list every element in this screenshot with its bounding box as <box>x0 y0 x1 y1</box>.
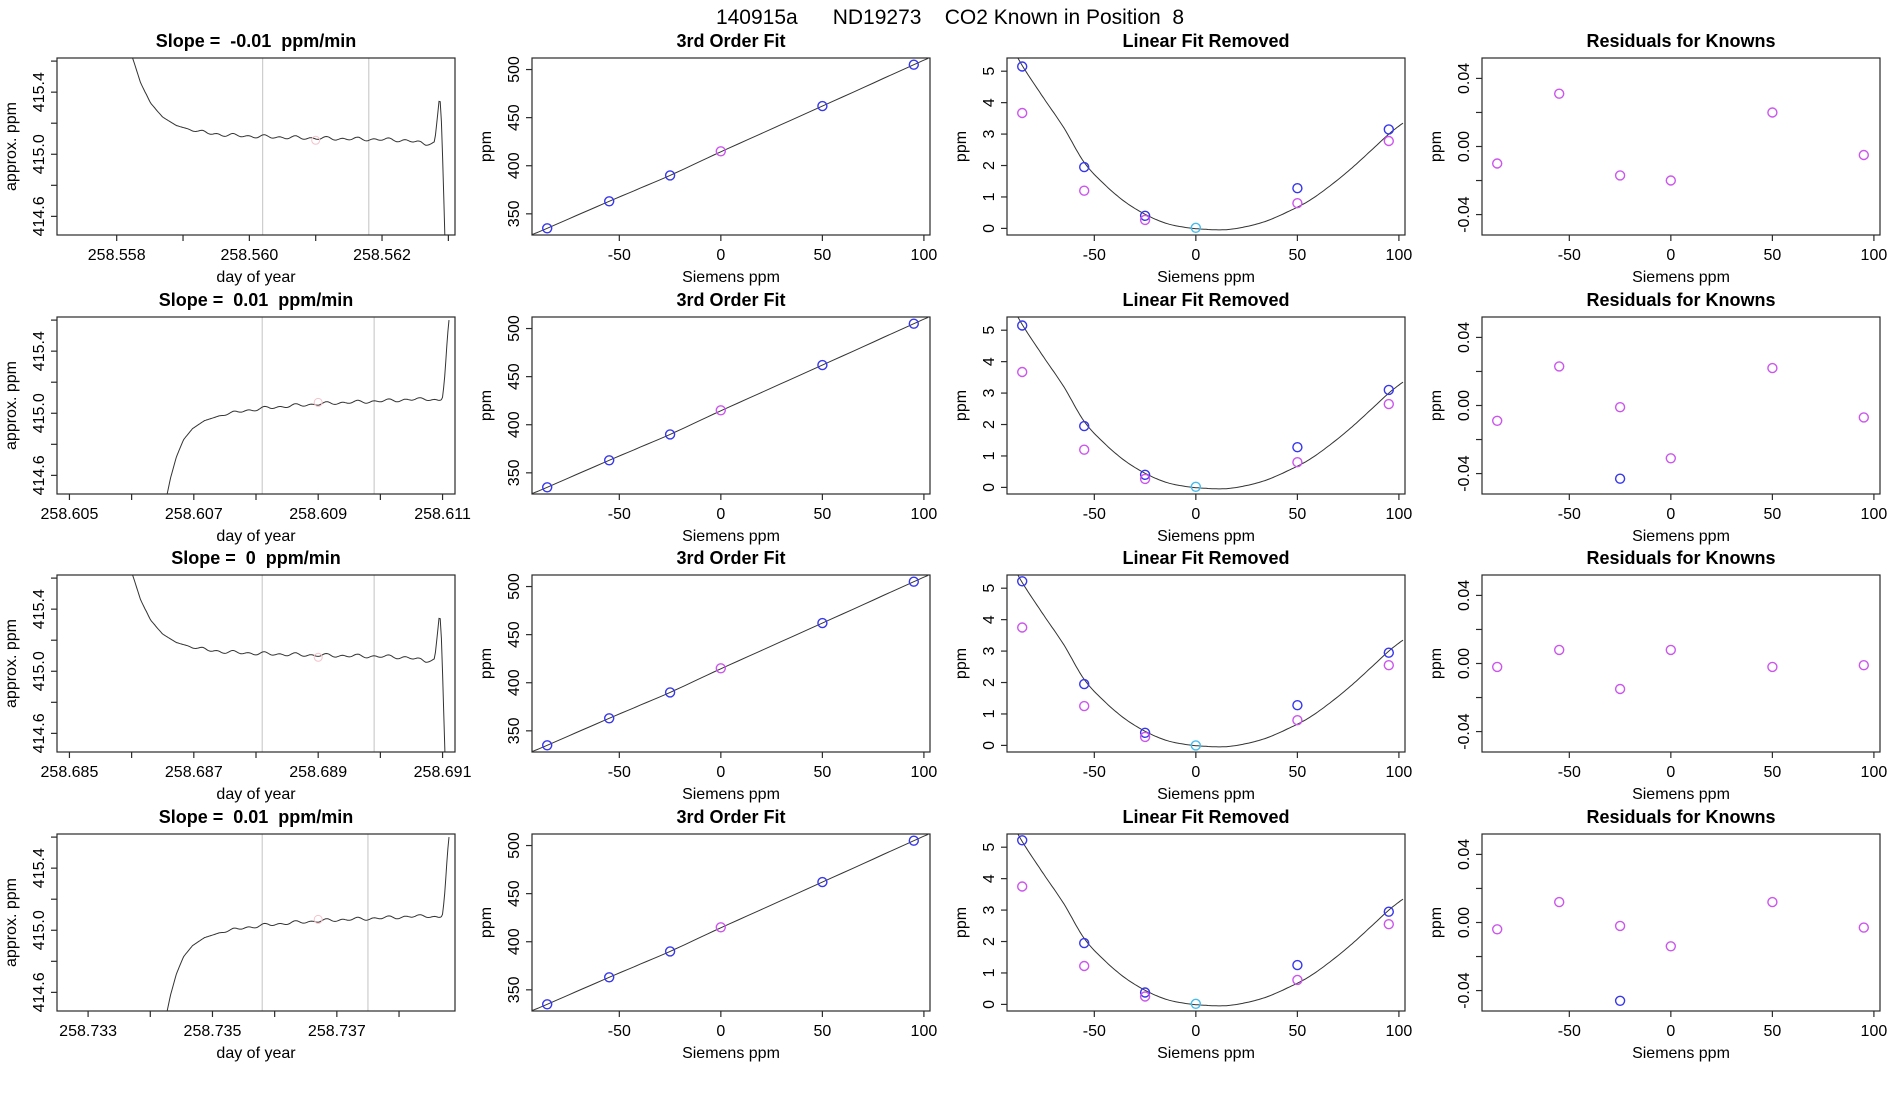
plot-fit-r1 <box>475 30 950 289</box>
plot-slope-r4 <box>0 806 475 1065</box>
data-point-magenta <box>1018 623 1027 632</box>
plot-slope-r2 <box>0 289 475 548</box>
x-tick-label: -50 <box>607 247 631 264</box>
data-point-magenta <box>1616 921 1625 930</box>
data-point-blue <box>1018 62 1027 71</box>
plot-title: Linear Fit Removed <box>1122 289 1290 310</box>
series-curve <box>165 320 449 503</box>
y-tick-label: 350 <box>506 976 523 1003</box>
y-tick-label: 3 <box>981 129 998 139</box>
x-tick-label: 0 <box>1666 1022 1676 1040</box>
y-axis-label: ppm <box>953 906 970 938</box>
x-tick-label: -50 <box>1557 247 1581 264</box>
x-tick-label: 0 <box>716 1022 726 1040</box>
y-tick-label: 3 <box>981 646 998 656</box>
y-axis-label: ppm <box>1428 906 1445 938</box>
y-tick-label: 450 <box>506 104 523 131</box>
x-tick-label: -50 <box>1082 247 1106 264</box>
x-tick-label: 258.611 <box>414 505 471 523</box>
y-tick-label: 1 <box>981 192 998 202</box>
data-point-cyan <box>1191 223 1200 232</box>
y-tick-label: 414.6 <box>31 196 48 237</box>
x-tick-label: 0 <box>1191 505 1201 523</box>
y-tick-label: 5 <box>981 325 998 335</box>
y-axis-label: ppm <box>478 389 495 421</box>
plot-title: Slope = 0.01 ppm/min <box>158 289 354 310</box>
plot-area <box>131 569 446 758</box>
y-tick-label: 0.00 <box>1456 906 1473 938</box>
plot-resid-r2 <box>1425 289 1900 548</box>
y-tick-label: 0.04 <box>1456 321 1473 353</box>
data-point-cyan <box>1191 482 1200 491</box>
y-tick-label: 350 <box>506 459 523 486</box>
data-point-magenta <box>1493 159 1502 168</box>
data-point-magenta <box>1384 137 1393 146</box>
data-point-magenta <box>1768 663 1777 672</box>
x-axis-label: Siemens ppm <box>1157 1044 1255 1062</box>
y-tick-label: 415.0 <box>31 651 48 692</box>
data-point-magenta <box>1080 186 1089 195</box>
y-tick-label: 2 <box>981 936 998 946</box>
y-tick-label: 350 <box>506 717 523 745</box>
plot-title: Slope = 0 ppm/min <box>171 548 341 569</box>
data-point-blue <box>1293 442 1302 451</box>
plot-title: Linear Fit Removed <box>1122 548 1290 569</box>
y-tick-label: 0 <box>981 999 998 1009</box>
x-tick-label: 258.609 <box>289 505 348 523</box>
y-axis-label: ppm <box>478 906 495 938</box>
data-point-magenta <box>1384 919 1393 928</box>
plot-title: 3rd Order Fit <box>676 289 786 310</box>
x-tick-label: 0 <box>1666 505 1676 523</box>
y-axis-label: approx. ppm <box>3 360 20 450</box>
x-tick-label: 0 <box>716 505 726 523</box>
x-tick-label: 50 <box>1763 764 1782 782</box>
plot-box <box>1007 317 1405 494</box>
y-axis-label: ppm <box>1428 130 1445 163</box>
data-point-magenta <box>1859 151 1868 160</box>
y-tick-label: 414.6 <box>31 972 48 1013</box>
series-curve <box>1007 38 1403 230</box>
x-axis-label: day of year <box>216 269 296 286</box>
data-point-blue <box>1018 836 1027 845</box>
plot-title: Slope = -0.01 ppm/min <box>155 31 357 51</box>
data-point-magenta <box>1859 412 1868 421</box>
plot-area <box>532 834 928 1010</box>
y-tick-label: 5 <box>981 66 998 76</box>
data-point-magenta <box>1666 646 1675 655</box>
data-point-magenta <box>1666 942 1675 951</box>
x-tick-label: 100 <box>910 505 938 523</box>
plot-linfit-r4 <box>950 806 1425 1065</box>
y-tick-label: 5 <box>981 842 998 852</box>
series-curve <box>131 569 446 758</box>
series-curve <box>532 59 928 235</box>
plot-box <box>57 317 455 494</box>
plot-linfit-r2 <box>950 289 1425 548</box>
data-point-magenta <box>1768 363 1777 372</box>
y-tick-label: 0 <box>981 741 998 751</box>
data-point-magenta <box>1859 661 1868 670</box>
data-point-magenta <box>1859 923 1868 932</box>
plot-area <box>165 834 449 1020</box>
y-tick-label: 415.4 <box>31 847 49 888</box>
x-tick-label: 100 <box>1860 1022 1888 1040</box>
y-tick-label: 2 <box>981 419 998 429</box>
plot-fit-r2 <box>475 289 950 548</box>
y-tick-label: 4 <box>981 356 998 366</box>
data-point-magenta <box>1616 402 1625 411</box>
plot-box <box>57 834 455 1011</box>
x-tick-label: 100 <box>1385 764 1413 782</box>
y-tick-label: 414.6 <box>31 713 48 754</box>
plot-box <box>1482 834 1880 1011</box>
y-tick-label: 1 <box>981 968 998 978</box>
y-tick-label: 0.00 <box>1456 648 1473 680</box>
data-point-magenta <box>1080 702 1089 711</box>
plot-title: Residuals for Knowns <box>1586 806 1776 827</box>
y-tick-label: 450 <box>506 362 523 390</box>
plot-box <box>57 575 455 752</box>
plot-title: 3rd Order Fit <box>676 806 786 827</box>
plot-box <box>57 58 455 235</box>
plot-box <box>1482 317 1880 494</box>
series-curve <box>131 52 445 241</box>
plot-title: Linear Fit Removed <box>1122 31 1290 51</box>
y-tick-label: 4 <box>981 615 998 625</box>
x-tick-label: 0 <box>716 247 726 264</box>
data-point-blue <box>1018 577 1027 586</box>
y-tick-label: 500 <box>506 831 523 859</box>
series-curve <box>1007 814 1403 1006</box>
data-point-blue <box>1293 701 1302 710</box>
y-tick-label: 2 <box>981 161 998 170</box>
plot-area <box>532 59 928 235</box>
x-axis-label: day of year <box>216 786 296 804</box>
x-tick-label: -50 <box>1082 764 1106 782</box>
y-tick-label: 1 <box>981 709 998 719</box>
data-point-magenta <box>1555 646 1564 655</box>
y-axis-label: ppm <box>953 648 970 680</box>
plot-title: Residuals for Knowns <box>1586 31 1776 51</box>
plot-box <box>1482 575 1880 752</box>
series-curve <box>532 576 928 752</box>
y-tick-label: -0.04 <box>1456 196 1473 233</box>
y-axis-label: ppm <box>478 130 495 163</box>
data-point-blue <box>1616 474 1625 483</box>
x-tick-label: 50 <box>1288 1022 1307 1040</box>
x-axis-label: Siemens ppm <box>682 527 780 545</box>
x-tick-label: 258.560 <box>220 247 279 264</box>
series-curve <box>532 317 928 493</box>
x-tick-label: 100 <box>1860 247 1888 264</box>
y-tick-label: 500 <box>506 573 523 601</box>
x-tick-label: 258.735 <box>183 1022 242 1040</box>
y-tick-label: 415.4 <box>31 589 49 630</box>
x-tick-label: -50 <box>607 1022 631 1040</box>
data-point-magenta <box>1666 176 1675 185</box>
plot-area <box>131 52 445 241</box>
x-axis-label: Siemens ppm <box>682 1044 780 1062</box>
plot-slope-r1 <box>0 30 475 289</box>
data-point-cyan <box>1191 999 1200 1008</box>
plot-box <box>1007 575 1405 752</box>
x-tick-label: 50 <box>1288 764 1307 782</box>
x-tick-label: 0 <box>1191 247 1201 264</box>
plot-area <box>165 317 449 503</box>
y-axis-label: ppm <box>1428 389 1445 421</box>
x-tick-label: 50 <box>1763 247 1782 264</box>
y-tick-label: 415.0 <box>31 134 48 175</box>
y-tick-label: 0.00 <box>1456 389 1473 421</box>
plot-box <box>1007 58 1405 235</box>
y-axis-label: approx. ppm <box>3 877 20 967</box>
data-point-blue <box>1616 996 1625 1005</box>
x-tick-label: 258.607 <box>164 505 223 523</box>
plot-fit-r4 <box>475 806 950 1065</box>
x-tick-label: 100 <box>1385 247 1413 264</box>
data-point-pink <box>312 136 320 144</box>
y-tick-label: 415.0 <box>31 392 48 433</box>
y-tick-label: 350 <box>506 200 523 228</box>
y-tick-label: 0 <box>981 223 998 233</box>
data-point-magenta <box>1616 171 1625 180</box>
x-tick-label: -50 <box>607 505 631 523</box>
data-point-blue <box>1293 960 1302 969</box>
plot-box <box>1482 58 1880 235</box>
data-point-magenta <box>1384 399 1393 408</box>
x-tick-label: -50 <box>1082 1022 1106 1040</box>
x-tick-label: 258.689 <box>289 764 348 782</box>
figure-title: 140915a ND19273 CO2 Known in Position 8 <box>715 6 1185 29</box>
plot-box <box>1007 834 1405 1011</box>
plot-fit-r3 <box>475 547 950 806</box>
x-axis-label: Siemens ppm <box>1632 1044 1730 1062</box>
y-tick-label: 500 <box>506 56 523 83</box>
data-point-blue <box>1384 907 1393 916</box>
plot-title: 3rd Order Fit <box>676 31 786 51</box>
plot-title: Slope = 0.01 ppm/min <box>158 806 354 827</box>
y-tick-label: 0.04 <box>1456 62 1473 94</box>
x-axis-label: Siemens ppm <box>1632 786 1730 804</box>
x-axis-label: Siemens ppm <box>682 269 780 286</box>
data-point-magenta <box>1555 89 1564 98</box>
series-curve <box>532 834 928 1010</box>
y-tick-label: 415.0 <box>31 910 48 951</box>
y-tick-label: 4 <box>981 873 998 883</box>
x-axis-label: Siemens ppm <box>1157 269 1255 286</box>
y-tick-label: 3 <box>981 388 998 398</box>
data-point-magenta <box>1555 897 1564 906</box>
x-tick-label: 100 <box>1860 505 1888 523</box>
x-tick-label: 50 <box>1763 1022 1782 1040</box>
data-point-magenta <box>1493 663 1502 672</box>
x-tick-label: 0 <box>1666 247 1676 264</box>
x-tick-label: 258.558 <box>87 247 146 264</box>
y-tick-label: 4 <box>981 98 998 108</box>
y-tick-label: 500 <box>506 314 523 342</box>
data-point-magenta <box>1018 367 1027 376</box>
data-point-magenta <box>1493 925 1502 934</box>
x-axis-label: Siemens ppm <box>1632 527 1730 545</box>
plot-resid-r3 <box>1425 547 1900 806</box>
data-point-magenta <box>1555 361 1564 370</box>
data-point-blue <box>1384 125 1393 134</box>
y-tick-label: 414.6 <box>31 454 48 495</box>
x-axis-label: Siemens ppm <box>1157 527 1255 545</box>
x-tick-label: 50 <box>1288 247 1307 264</box>
y-axis-label: ppm <box>953 389 970 421</box>
y-axis-label: approx. ppm <box>3 619 20 709</box>
y-tick-label: 400 <box>506 152 523 180</box>
x-tick-label: -50 <box>1082 505 1106 523</box>
x-tick-label: 258.685 <box>40 764 99 782</box>
y-axis-label: ppm <box>953 130 970 163</box>
plot-area <box>1007 38 1403 230</box>
y-tick-label: 5 <box>981 583 998 593</box>
plot-area <box>1007 555 1403 747</box>
x-axis-label: Siemens ppm <box>682 786 780 804</box>
y-tick-label: 3 <box>981 905 998 915</box>
x-tick-label: 50 <box>1288 505 1307 523</box>
x-tick-label: 258.733 <box>59 1022 118 1040</box>
plot-area <box>532 576 928 752</box>
y-tick-label: -0.04 <box>1456 713 1473 750</box>
data-point-magenta <box>1080 961 1089 970</box>
data-point-blue <box>1384 648 1393 657</box>
x-tick-label: 100 <box>1385 505 1413 523</box>
plot-resid-r4 <box>1425 806 1900 1065</box>
x-tick-label: 100 <box>1385 1022 1413 1040</box>
data-point-magenta <box>1768 108 1777 117</box>
x-tick-label: 50 <box>813 247 832 264</box>
x-tick-label: -50 <box>607 764 631 782</box>
x-tick-label: 50 <box>813 764 832 782</box>
plot-title: Residuals for Knowns <box>1586 548 1776 569</box>
x-tick-label: 0 <box>1666 764 1676 782</box>
y-tick-label: 450 <box>506 621 523 649</box>
x-tick-label: 258.737 <box>307 1022 366 1040</box>
data-point-magenta <box>1293 199 1302 208</box>
y-tick-label: 400 <box>506 928 523 955</box>
data-point-magenta <box>1293 457 1302 466</box>
y-tick-label: 400 <box>506 669 523 697</box>
x-tick-label: 0 <box>1191 764 1201 782</box>
x-axis-label: Siemens ppm <box>1157 786 1255 804</box>
x-tick-label: 258.687 <box>164 764 223 782</box>
data-point-magenta <box>1293 716 1302 725</box>
y-tick-label: 450 <box>506 880 523 907</box>
x-tick-label: 50 <box>1763 505 1782 523</box>
x-axis-label: day of year <box>216 1044 296 1062</box>
x-tick-label: 100 <box>1860 764 1888 782</box>
data-point-magenta <box>1666 453 1675 462</box>
data-point-pink <box>314 653 322 661</box>
x-tick-label: 258.562 <box>353 247 411 264</box>
y-tick-label: -0.04 <box>1456 454 1473 492</box>
data-point-magenta <box>1018 109 1027 118</box>
x-tick-label: 0 <box>716 764 726 782</box>
data-point-magenta <box>1616 685 1625 694</box>
y-tick-label: 0.04 <box>1456 838 1473 870</box>
x-tick-label: 258.691 <box>413 764 472 782</box>
y-tick-label: 0.00 <box>1456 130 1473 163</box>
x-tick-label: -50 <box>1557 764 1581 782</box>
plot-area <box>532 317 928 493</box>
plot-linfit-r1 <box>950 30 1425 289</box>
data-point-magenta <box>1080 445 1089 454</box>
x-tick-label: 100 <box>910 247 938 264</box>
plot-area <box>1007 297 1403 489</box>
x-tick-label: 50 <box>813 505 832 523</box>
y-tick-label: 415.4 <box>31 72 49 113</box>
y-tick-label: 0 <box>981 482 998 492</box>
y-tick-label: 1 <box>981 451 998 461</box>
data-point-magenta <box>1768 897 1777 906</box>
y-axis-label: ppm <box>1428 648 1445 680</box>
y-axis-label: approx. ppm <box>3 102 20 191</box>
x-tick-label: 50 <box>813 1022 832 1040</box>
x-tick-label: 100 <box>910 764 938 782</box>
plot-title: 3rd Order Fit <box>676 548 786 569</box>
x-tick-label: -50 <box>1557 1022 1581 1040</box>
y-tick-label: 415.4 <box>31 330 49 371</box>
plot-linfit-r3 <box>950 547 1425 806</box>
y-tick-label: 2 <box>981 678 998 688</box>
y-tick-label: 400 <box>506 410 523 438</box>
x-tick-label: -50 <box>1557 505 1581 523</box>
series-curve <box>165 837 449 1020</box>
series-curve <box>1007 555 1403 747</box>
x-axis-label: Siemens ppm <box>1632 269 1730 286</box>
data-point-blue <box>1293 184 1302 193</box>
y-axis-label: ppm <box>478 648 495 680</box>
plot-area <box>1007 814 1403 1006</box>
x-tick-label: 258.605 <box>40 505 99 523</box>
y-tick-label: -0.04 <box>1456 972 1473 1009</box>
plot-title: Linear Fit Removed <box>1122 806 1290 827</box>
data-point-magenta <box>1384 661 1393 670</box>
series-curve <box>1007 297 1403 489</box>
y-tick-label: 0.04 <box>1456 580 1473 612</box>
data-point-blue <box>1018 321 1027 330</box>
plot-resid-r1 <box>1425 30 1900 289</box>
plot-title: Residuals for Knowns <box>1586 289 1776 310</box>
x-axis-label: day of year <box>216 527 296 545</box>
x-tick-label: 0 <box>1191 1022 1201 1040</box>
data-point-magenta <box>1493 416 1502 425</box>
data-point-magenta <box>1018 882 1027 891</box>
plot-slope-r3 <box>0 547 475 806</box>
x-tick-label: 100 <box>910 1022 938 1040</box>
